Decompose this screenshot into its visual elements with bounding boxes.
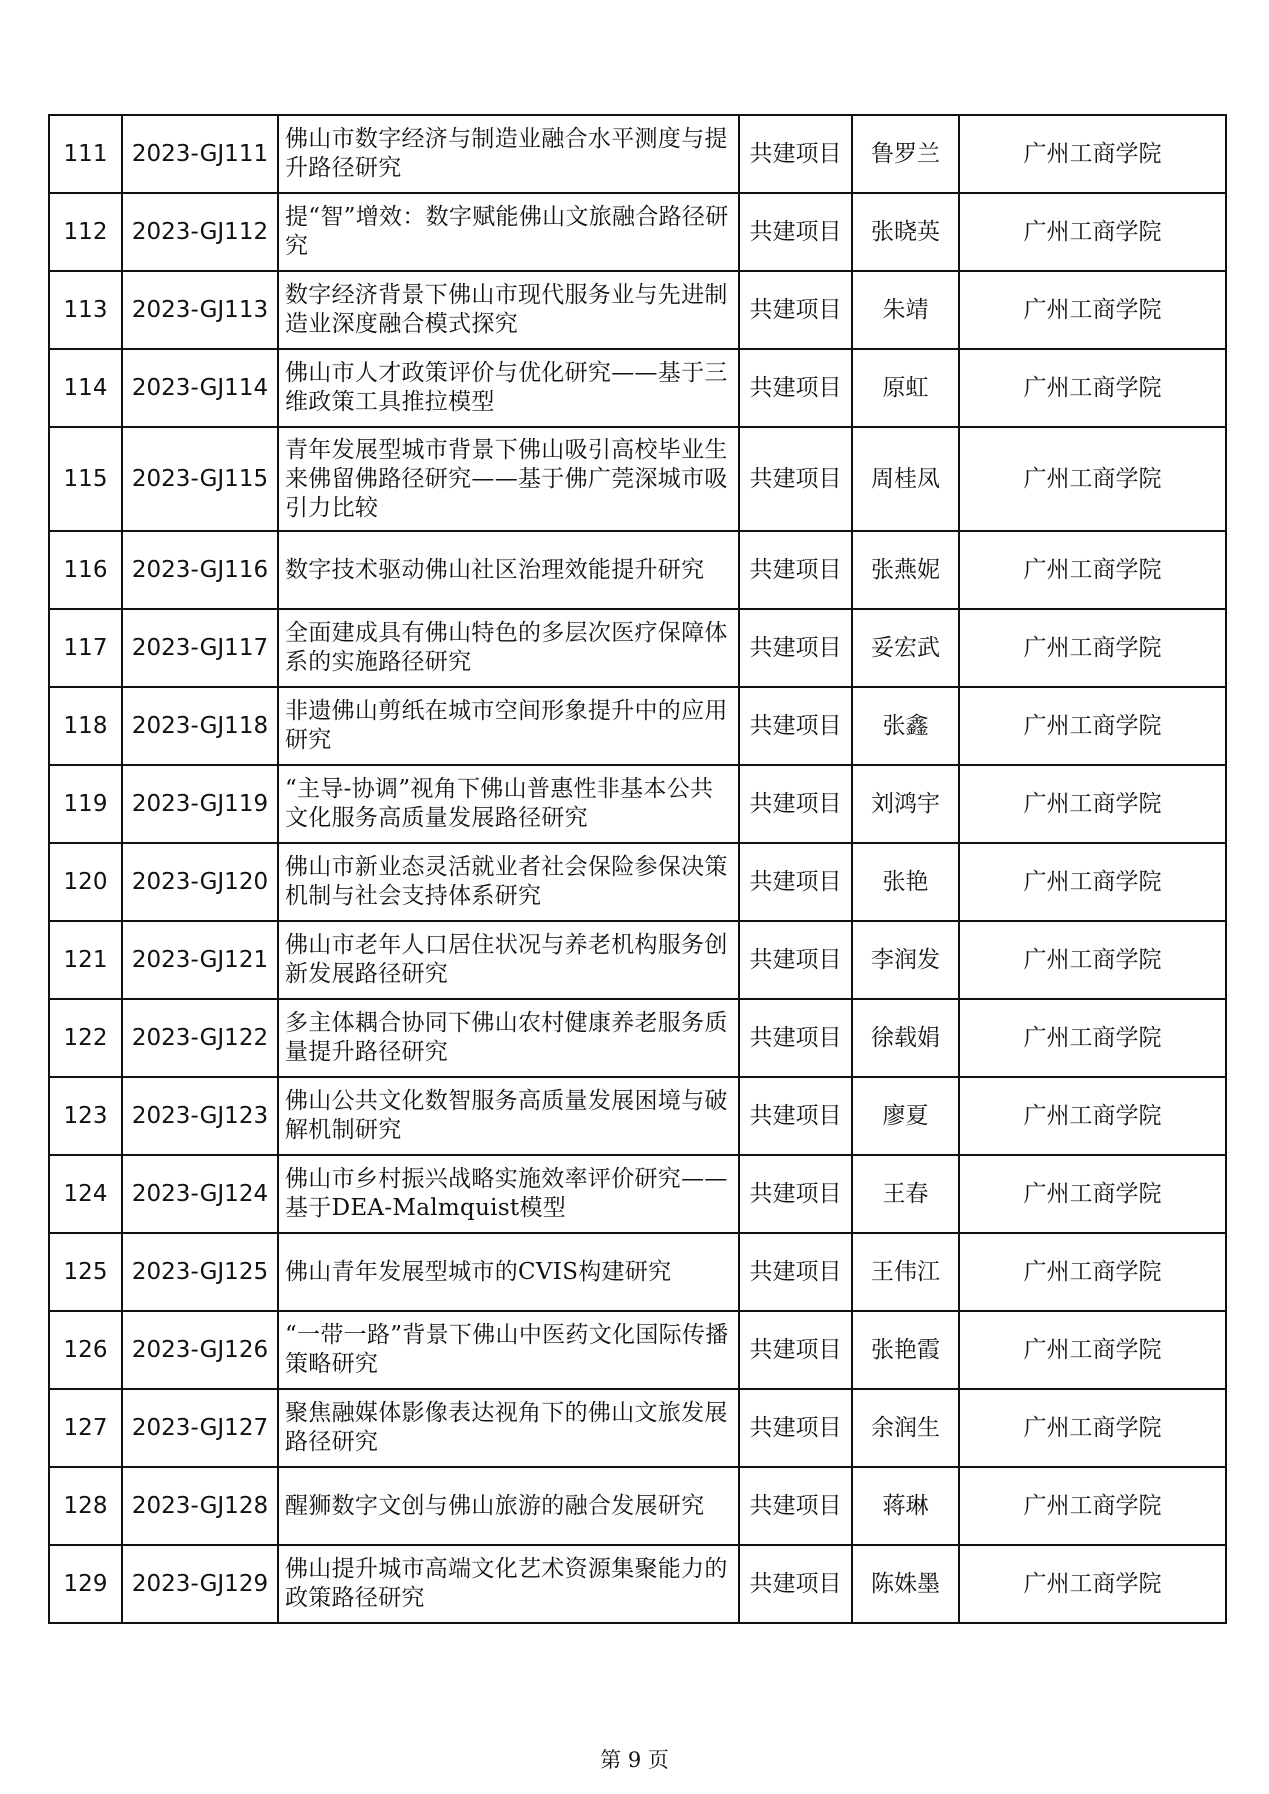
project-table (48, 114, 1227, 1624)
institution-name: 广州工商学院 (959, 765, 1226, 843)
project-type: 共建项目 (739, 1233, 852, 1311)
table-row (49, 1311, 1226, 1389)
institution-name: 广州工商学院 (959, 531, 1226, 609)
project-leader: 张晓英 (852, 193, 959, 271)
project-title: 佛山市数字经济与制造业融合水平测度与提升路径研究 (278, 115, 739, 193)
project-title: 佛山市人才政策评价与优化研究——基于三维政策工具推拉模型 (278, 349, 739, 427)
project-code: 2023-GJ113 (122, 271, 278, 349)
project-code: 2023-GJ123 (122, 1077, 278, 1155)
row-number: 128 (49, 1467, 122, 1545)
project-code: 2023-GJ122 (122, 999, 278, 1077)
project-type: 共建项目 (739, 349, 852, 427)
table-row (49, 1389, 1226, 1467)
institution-name: 广州工商学院 (959, 1233, 1226, 1311)
row-number: 114 (49, 349, 122, 427)
row-number: 125 (49, 1233, 122, 1311)
table-row (49, 921, 1226, 999)
institution-name: 广州工商学院 (959, 193, 1226, 271)
project-code: 2023-GJ129 (122, 1545, 278, 1623)
institution-name: 广州工商学院 (959, 999, 1226, 1077)
project-leader: 徐载娟 (852, 999, 959, 1077)
row-number: 122 (49, 999, 122, 1077)
project-type: 共建项目 (739, 531, 852, 609)
project-title: 佛山提升城市高端文化艺术资源集聚能力的政策路径研究 (278, 1545, 739, 1623)
institution-name: 广州工商学院 (959, 427, 1226, 531)
institution-name: 广州工商学院 (959, 115, 1226, 193)
project-type: 共建项目 (739, 1545, 852, 1623)
project-leader: 陈姝墨 (852, 1545, 959, 1623)
table-row (49, 193, 1226, 271)
project-leader: 余润生 (852, 1389, 959, 1467)
table-row (49, 609, 1226, 687)
row-number: 118 (49, 687, 122, 765)
row-number: 119 (49, 765, 122, 843)
project-code: 2023-GJ115 (122, 427, 278, 531)
project-leader: 张艳霞 (852, 1311, 959, 1389)
row-number: 112 (49, 193, 122, 271)
project-title: “一带一路”背景下佛山中医药文化国际传播策略研究 (278, 1311, 739, 1389)
project-leader: 原虹 (852, 349, 959, 427)
institution-name: 广州工商学院 (959, 271, 1226, 349)
institution-name: 广州工商学院 (959, 1155, 1226, 1233)
institution-name: 广州工商学院 (959, 609, 1226, 687)
institution-name: 广州工商学院 (959, 687, 1226, 765)
row-number: 113 (49, 271, 122, 349)
project-title: 佛山市乡村振兴战略实施效率评价研究——基于DEA-Malmquist模型 (278, 1155, 739, 1233)
row-number: 115 (49, 427, 122, 531)
project-leader: 王伟江 (852, 1233, 959, 1311)
project-code: 2023-GJ127 (122, 1389, 278, 1467)
project-title: 多主体耦合协同下佛山农村健康养老服务质量提升路径研究 (278, 999, 739, 1077)
row-number: 127 (49, 1389, 122, 1467)
table-row (49, 531, 1226, 609)
project-leader: 李润发 (852, 921, 959, 999)
institution-name: 广州工商学院 (959, 1545, 1226, 1623)
project-type: 共建项目 (739, 115, 852, 193)
table-row (49, 1077, 1226, 1155)
table-row (49, 765, 1226, 843)
row-number: 117 (49, 609, 122, 687)
project-type: 共建项目 (739, 999, 852, 1077)
project-code: 2023-GJ114 (122, 349, 278, 427)
project-type: 共建项目 (739, 1311, 852, 1389)
project-code: 2023-GJ112 (122, 193, 278, 271)
table-row (49, 1155, 1226, 1233)
table-row (49, 349, 1226, 427)
project-code: 2023-GJ118 (122, 687, 278, 765)
project-code: 2023-GJ120 (122, 843, 278, 921)
table-row (49, 115, 1226, 193)
row-number: 120 (49, 843, 122, 921)
row-number: 111 (49, 115, 122, 193)
institution-name: 广州工商学院 (959, 921, 1226, 999)
project-type: 共建项目 (739, 1155, 852, 1233)
project-leader: 朱靖 (852, 271, 959, 349)
project-leader: 张燕妮 (852, 531, 959, 609)
row-number: 129 (49, 1545, 122, 1623)
row-number: 124 (49, 1155, 122, 1233)
project-title: 佛山公共文化数智服务高质量发展困境与破解机制研究 (278, 1077, 739, 1155)
table-row (49, 271, 1226, 349)
project-type: 共建项目 (739, 1077, 852, 1155)
project-type: 共建项目 (739, 843, 852, 921)
project-code: 2023-GJ111 (122, 115, 278, 193)
row-number: 116 (49, 531, 122, 609)
project-leader: 张鑫 (852, 687, 959, 765)
project-code: 2023-GJ121 (122, 921, 278, 999)
project-leader: 张艳 (852, 843, 959, 921)
table-row (49, 1233, 1226, 1311)
table-row (49, 999, 1226, 1077)
project-leader: 妥宏武 (852, 609, 959, 687)
project-title: 数字技术驱动佛山社区治理效能提升研究 (278, 531, 739, 609)
project-title: “主导-协调”视角下佛山普惠性非基本公共文化服务高质量发展路径研究 (278, 765, 739, 843)
project-leader: 周桂凤 (852, 427, 959, 531)
project-type: 共建项目 (739, 609, 852, 687)
institution-name: 广州工商学院 (959, 843, 1226, 921)
project-table-body (49, 115, 1226, 1623)
project-type: 共建项目 (739, 687, 852, 765)
project-title: 全面建成具有佛山特色的多层次医疗保障体系的实施路径研究 (278, 609, 739, 687)
institution-name: 广州工商学院 (959, 1467, 1226, 1545)
project-leader: 王春 (852, 1155, 959, 1233)
project-code: 2023-GJ126 (122, 1311, 278, 1389)
table-row (49, 1545, 1226, 1623)
project-type: 共建项目 (739, 921, 852, 999)
row-number: 123 (49, 1077, 122, 1155)
project-code: 2023-GJ117 (122, 609, 278, 687)
project-leader: 刘鸿宇 (852, 765, 959, 843)
project-title: 佛山市老年人口居住状况与养老机构服务创新发展路径研究 (278, 921, 739, 999)
project-type: 共建项目 (739, 765, 852, 843)
institution-name: 广州工商学院 (959, 349, 1226, 427)
project-code: 2023-GJ124 (122, 1155, 278, 1233)
table-row (49, 427, 1226, 531)
project-title: 数字经济背景下佛山市现代服务业与先进制造业深度融合模式探究 (278, 271, 739, 349)
project-code: 2023-GJ125 (122, 1233, 278, 1311)
project-type: 共建项目 (739, 193, 852, 271)
page-number: 第 9 页 (600, 1748, 669, 1772)
row-number: 121 (49, 921, 122, 999)
project-type: 共建项目 (739, 427, 852, 531)
project-leader: 鲁罗兰 (852, 115, 959, 193)
table-row (49, 687, 1226, 765)
institution-name: 广州工商学院 (959, 1311, 1226, 1389)
project-title: 佛山市新业态灵活就业者社会保险参保决策机制与社会支持体系研究 (278, 843, 739, 921)
project-title: 提“智”增效：数字赋能佛山文旅融合路径研究 (278, 193, 739, 271)
project-title: 青年发展型城市背景下佛山吸引高校毕业生来佛留佛路径研究——基于佛广莞深城市吸引力比较 (278, 427, 739, 531)
project-leader: 廖夏 (852, 1077, 959, 1155)
project-type: 共建项目 (739, 1389, 852, 1467)
row-number: 126 (49, 1311, 122, 1389)
project-type: 共建项目 (739, 271, 852, 349)
project-code: 2023-GJ128 (122, 1467, 278, 1545)
institution-name: 广州工商学院 (959, 1077, 1226, 1155)
table-row (49, 1467, 1226, 1545)
project-leader: 蒋琳 (852, 1467, 959, 1545)
project-title: 非遗佛山剪纸在城市空间形象提升中的应用研究 (278, 687, 739, 765)
project-type: 共建项目 (739, 1467, 852, 1545)
table-row (49, 843, 1226, 921)
project-title: 佛山青年发展型城市的CVIS构建研究 (278, 1233, 739, 1311)
project-code: 2023-GJ119 (122, 765, 278, 843)
institution-name: 广州工商学院 (959, 1389, 1226, 1467)
project-code: 2023-GJ116 (122, 531, 278, 609)
project-title: 聚焦融媒体影像表达视角下的佛山文旅发展路径研究 (278, 1389, 739, 1467)
project-title: 醒狮数字文创与佛山旅游的融合发展研究 (278, 1467, 739, 1545)
